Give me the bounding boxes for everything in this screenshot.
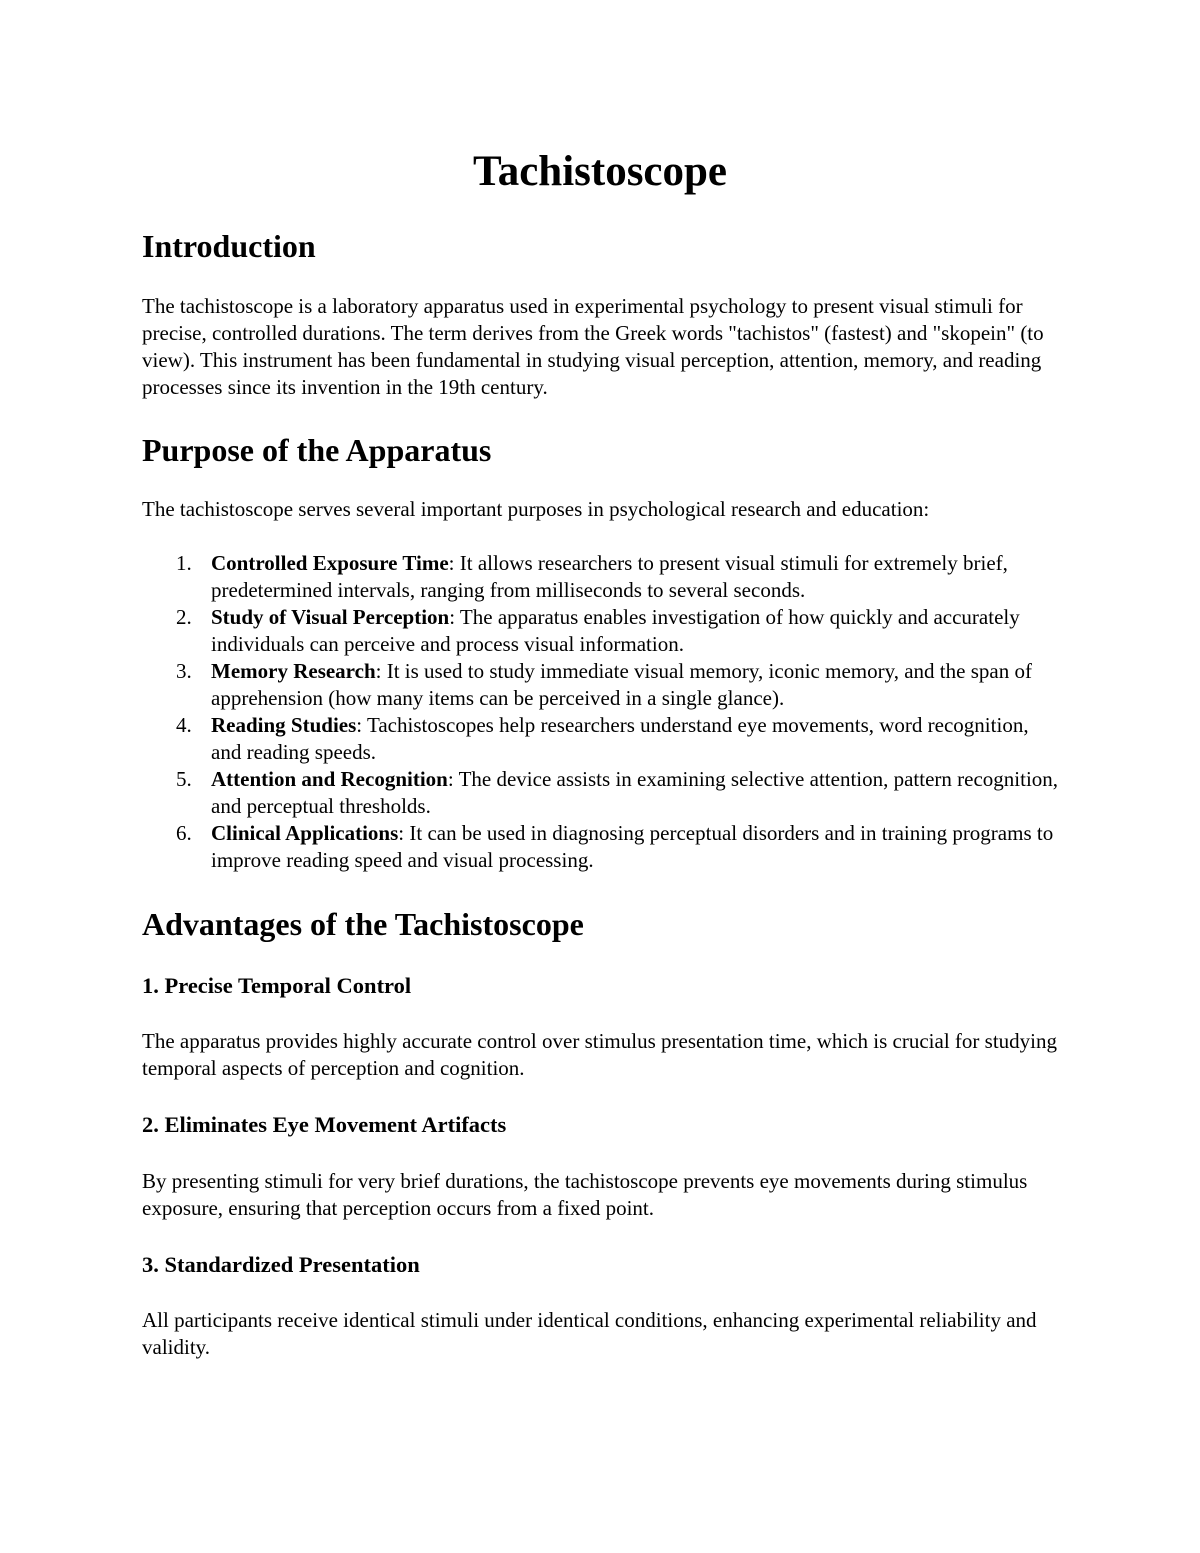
purpose-heading: Purpose of the Apparatus	[142, 432, 492, 468]
list-item-text: : Tachistoscopes help researchers understand eye movements, word recognition, and reading speeds.	[211, 713, 1029, 764]
introduction-heading: Introduction	[142, 228, 316, 264]
list-item-number: 4.	[176, 713, 192, 737]
list-item-number: 2.	[176, 605, 192, 629]
list-item	[142, 658, 1062, 712]
list-item-number: 6.	[176, 821, 192, 845]
list-item	[142, 820, 1062, 874]
advantage-heading-standardized: 3. Standardized Presentation	[142, 1252, 420, 1277]
advantage-paragraph-temporal-control: The apparatus provides highly accurate control over stimulus presentation time, which is crucial for studying temporal aspects of perception and cognition.	[142, 1029, 1057, 1080]
purpose-intro-paragraph: The tachistoscope serves several important purposes in psychological research and education:	[142, 497, 930, 521]
advantage-heading-temporal-control: 1. Precise Temporal Control	[142, 973, 412, 998]
list-item-term: Controlled Exposure Time	[211, 551, 449, 575]
introduction-paragraph: The tachistoscope is a laboratory apparatus used in experimental psychology to present visual stimuli for precise, controlled durations. The term derives from the Greek words "tachistos" (fastest) and "skopein" (to view). This instrument has been fundamental in studying visual perception, attention, memory, and reading processes since its invention in the 19th century.	[142, 294, 1044, 399]
list-item-term: Attention and Recognition	[211, 767, 448, 791]
list-item	[142, 604, 1062, 658]
advantage-heading-eye-movement: 2. Eliminates Eye Movement Artifacts	[142, 1112, 507, 1137]
advantage-paragraph-eye-movement: By presenting stimuli for very brief durations, the tachistoscope prevents eye movements during stimulus exposure, ensuring that perception occurs from a fixed point.	[142, 1169, 1028, 1220]
list-item-term: Memory Research	[211, 659, 376, 683]
list-item-text: : It can be used in diagnosing perceptual disorders and in training programs to improve reading speed and visual processing.	[211, 821, 1054, 872]
list-item-text: : It is used to study immediate visual memory, iconic memory, and the span of apprehension (how many items can be perceived in a single glance).	[211, 659, 1032, 710]
list-item-term: Reading Studies	[211, 713, 357, 737]
list-item	[142, 550, 1062, 604]
advantage-paragraph-standardized: All participants receive identical stimuli under identical conditions, enhancing experimental reliability and validity.	[142, 1308, 1037, 1359]
document-title: Tachistoscope	[472, 148, 728, 195]
list-item-term: Clinical Applications	[211, 821, 399, 845]
list-item	[142, 766, 1062, 820]
list-item	[142, 712, 1062, 766]
list-item-text: : The apparatus enables investigation of how quickly and accurately individuals can perceive and process visual information.	[211, 605, 1020, 656]
advantages-heading: Advantages of the Tachistoscope	[142, 906, 584, 942]
list-item-number: 5.	[176, 767, 192, 791]
list-item-term: Study of Visual Perception	[211, 605, 450, 629]
list-item-number: 3.	[176, 659, 192, 683]
purpose-list	[142, 550, 1062, 874]
list-item-text: : The device assists in examining selective attention, pattern recognition, and perceptual thresholds.	[211, 767, 1059, 818]
list-item-text: : It allows researchers to present visual stimuli for extremely brief, predetermined intervals, ranging from milliseconds to several seconds.	[211, 551, 1008, 602]
list-item-number: 1.	[176, 551, 192, 575]
